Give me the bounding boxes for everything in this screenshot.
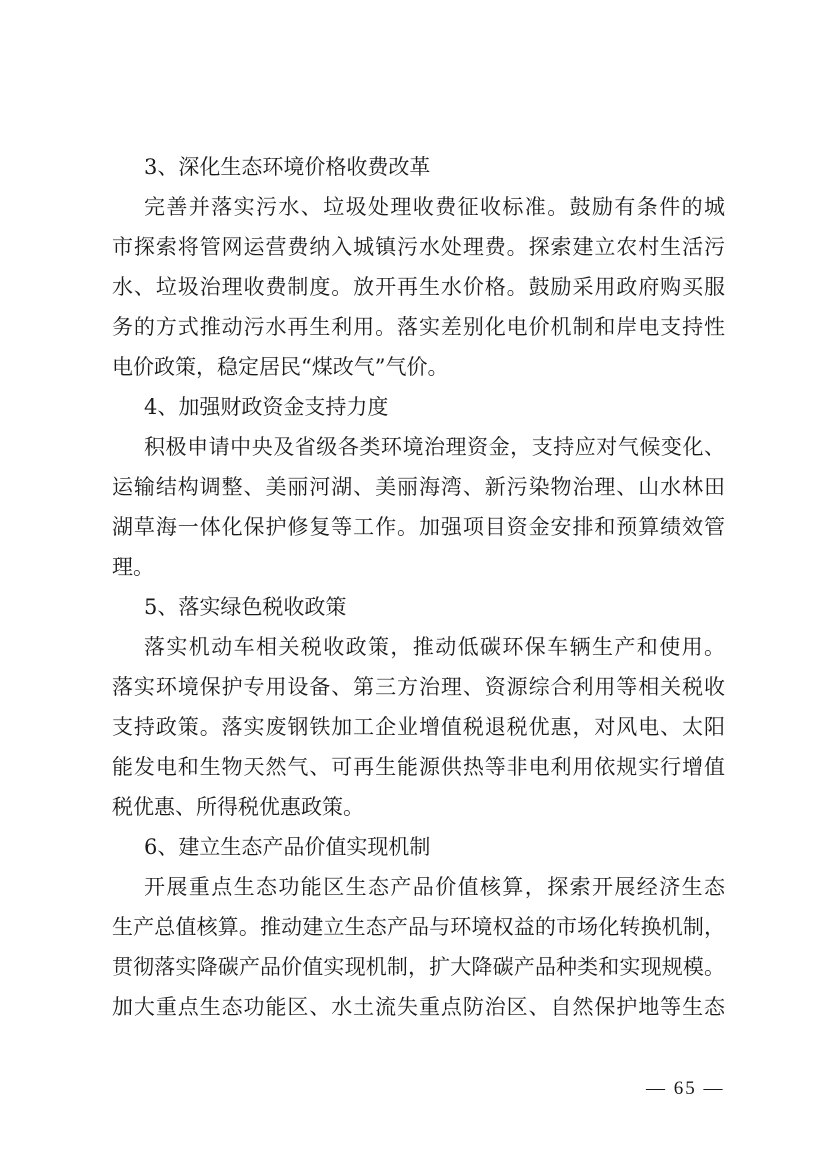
text-line: 市探索将管网运营费纳入城镇污水处理费。探索建立农村生活污 [112, 235, 725, 259]
text-line: 落实机动车相关税收政策，推动低碳环保车辆生产和使用。 [144, 635, 725, 659]
section [112, 587, 725, 827]
section-heading: 6、建立生态产品价值实现机制 [144, 835, 431, 859]
text-line: 税优惠、所得税优惠政策。 [112, 795, 364, 819]
section-heading: 5、落实绿色税收政策 [144, 595, 347, 619]
text-line: 完善并落实污水、垃圾处理收费征收标准。鼓励有条件的城 [144, 195, 725, 219]
text-line: 生产总值核算。推动建立生态产品与环境权益的市场化转换机制， [112, 915, 725, 939]
text-line: 理。 [112, 555, 154, 579]
text-line: 务的方式推动污水再生利用。落实差别化电价机制和岸电支持性 [112, 315, 725, 339]
section-heading: 3、深化生态环境价格收费改革 [144, 155, 431, 179]
text-line: 运输结构调整、美丽河湖、美丽海湾、新污染物治理、山水林田 [112, 475, 725, 499]
section [112, 387, 725, 587]
text-line: 贯彻落实降碳产品价值实现机制，扩大降碳产品种类和实现规模。 [112, 955, 725, 979]
text-line: 能发电和生物天然气、可再生能源供热等非电利用依规实行增值 [112, 755, 725, 779]
section [112, 147, 725, 387]
text-line: 电价政策，稳定居民“煤改气”气价。 [112, 355, 449, 379]
paragraph [112, 427, 725, 587]
section [112, 827, 725, 1027]
text-line: 支持政策。落实废钢铁加工企业增值税退税优惠，对风电、太阳 [112, 715, 725, 739]
section-heading: 4、加强财政资金支持力度 [144, 395, 389, 419]
paragraph [112, 867, 725, 1027]
text-line: 加大重点生态功能区、水土流失重点防治区、自然保护地等生态 [112, 995, 725, 1019]
document-body [112, 147, 725, 1027]
paragraph [112, 187, 725, 387]
text-line: 开展重点生态功能区生态产品价值核算，探索开展经济生态 [144, 875, 725, 899]
page-number: — 65 — [646, 1078, 725, 1099]
text-line: 落实环境保护专用设备、第三方治理、资源综合利用等相关税收 [112, 675, 725, 699]
text-line: 积极申请中央及省级各类环境治理资金，支持应对气候变化、 [144, 435, 725, 459]
text-line: 湖草海一体化保护修复等工作。加强项目资金安排和预算绩效管 [112, 515, 725, 539]
text-line: 水、垃圾治理收费制度。放开再生水价格。鼓励采用政府购买服 [112, 275, 725, 299]
paragraph [112, 627, 725, 827]
